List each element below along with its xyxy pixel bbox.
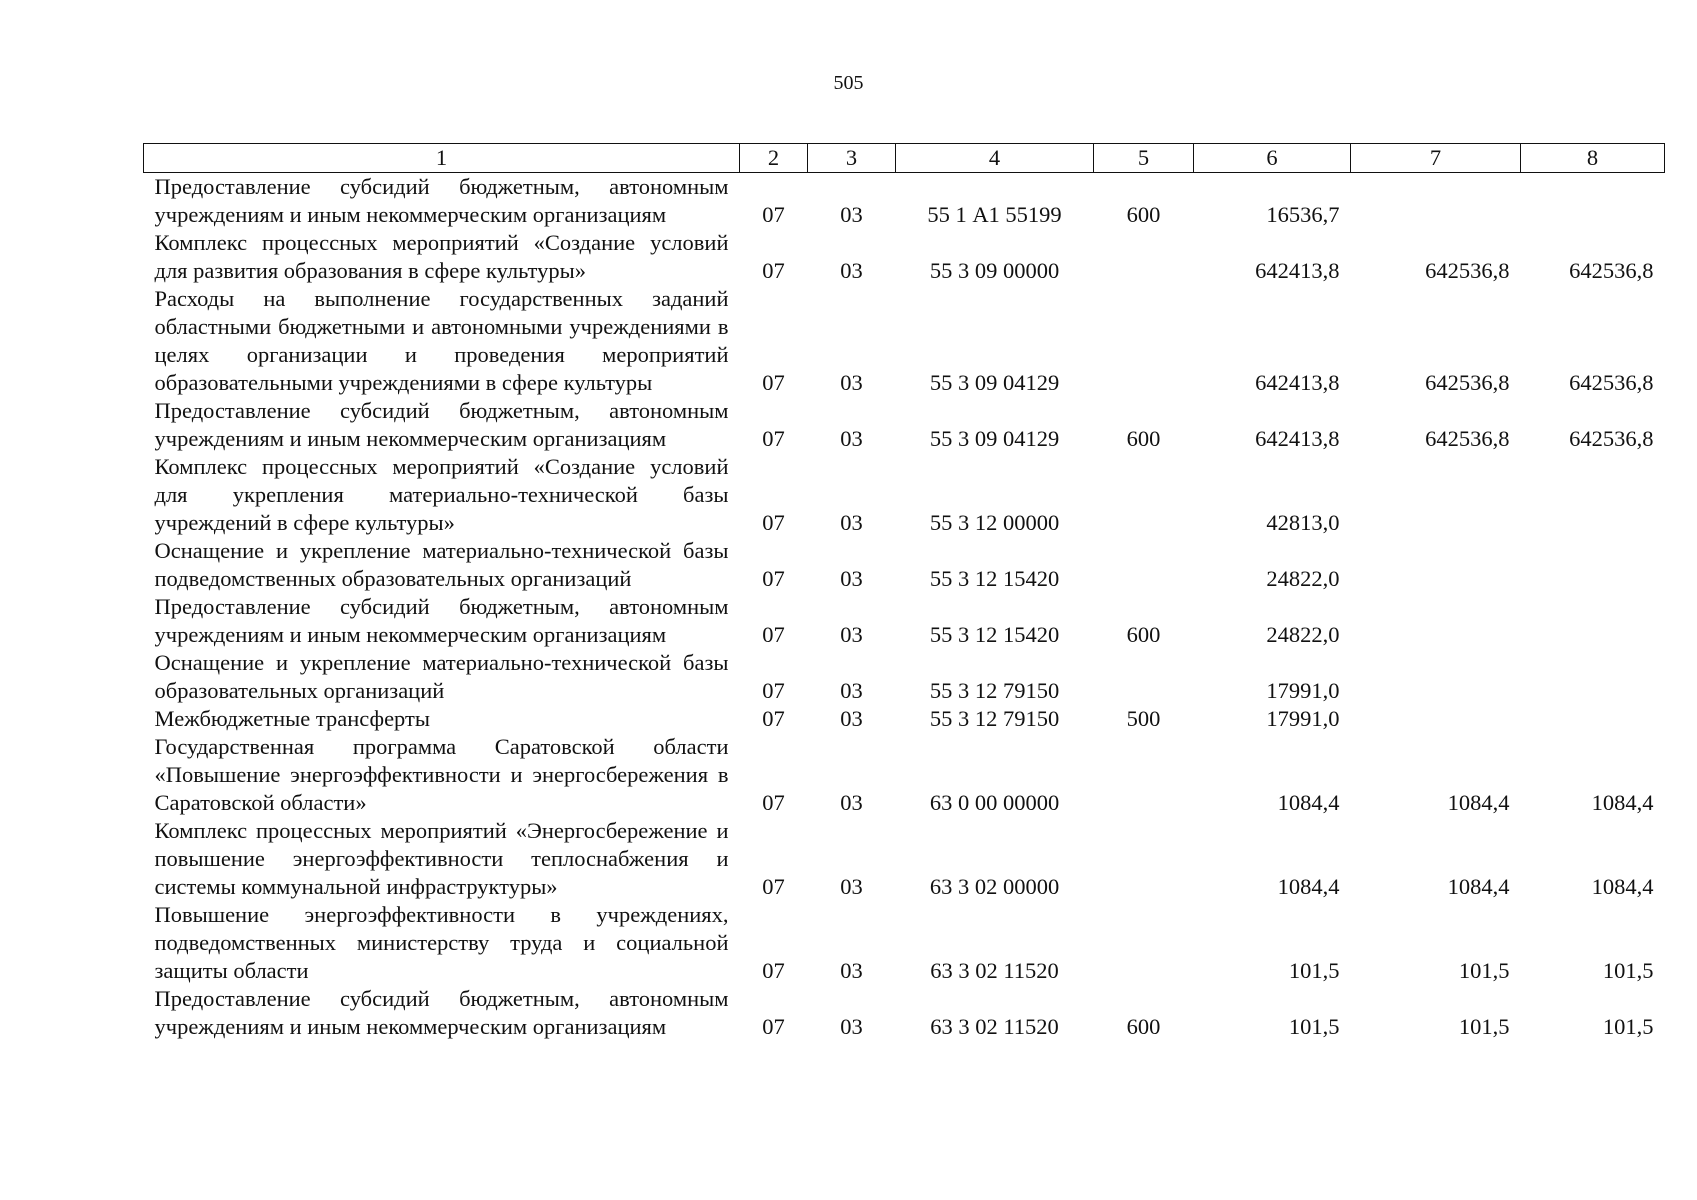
row-expense-type (1094, 453, 1194, 537)
row-expense-type (1094, 817, 1194, 901)
row-amount-8 (1521, 593, 1665, 649)
row-subsection: 03 (840, 622, 863, 647)
table-row (144, 705, 1665, 733)
row-amount-8 (1521, 173, 1665, 230)
row-section: 07 (762, 622, 785, 647)
table-row (144, 817, 1665, 901)
row-target-article: 63 3 02 00000 (929, 874, 1060, 899)
row-name: Межбюджетные трансферты (154, 706, 430, 731)
row-target-article: 55 3 12 00000 (929, 510, 1060, 535)
row-amount-7: 1084,4 (1447, 790, 1510, 815)
table-header-row (144, 144, 1665, 173)
row-expense-type: 600 (1126, 622, 1161, 647)
row-section: 07 (762, 202, 785, 227)
row-subsection: 03 (840, 1014, 863, 1039)
row-amount-6: 16536,7 (1266, 202, 1340, 227)
row-subsection: 03 (840, 790, 863, 815)
row-subsection: 03 (840, 958, 863, 983)
column-header-8: 8 (1521, 144, 1665, 173)
row-expense-type: 600 (1126, 202, 1161, 227)
row-amount-8: 1084,4 (1591, 874, 1654, 899)
row-section: 07 (762, 706, 785, 731)
row-target-article: 55 3 12 79150 (929, 706, 1060, 731)
row-amount-8: 642536,8 (1569, 426, 1654, 451)
row-name: Комплекс процессных мероприятий «Создание условий для укрепления материально-технической базы учреждений в сфере культуры» (154, 454, 729, 535)
row-name: Оснащение и укрепление материально-технической базы образовательных организаций (154, 650, 729, 703)
column-header-2: 2 (740, 144, 808, 173)
row-amount-7: 642536,8 (1425, 426, 1510, 451)
row-subsection: 03 (840, 874, 863, 899)
row-target-article: 63 0 00 00000 (929, 790, 1060, 815)
table-row (144, 901, 1665, 985)
table-row (144, 649, 1665, 705)
column-header-3: 3 (808, 144, 896, 173)
row-expense-type (1094, 229, 1194, 285)
row-section: 07 (762, 790, 785, 815)
row-amount-8 (1521, 453, 1665, 537)
row-section: 07 (762, 678, 785, 703)
row-amount-6: 101,5 (1288, 958, 1340, 983)
table-row (144, 985, 1665, 1041)
row-expense-type: 600 (1126, 1014, 1161, 1039)
table-row (144, 229, 1665, 285)
row-amount-8 (1521, 705, 1665, 733)
row-amount-6: 17991,0 (1266, 678, 1340, 703)
row-target-article: 55 3 09 00000 (929, 258, 1060, 283)
table-row (144, 173, 1665, 230)
row-amount-8: 642536,8 (1569, 258, 1654, 283)
row-name: Государственная программа Саратовской области «Повышение энергоэффективности и энергосбережения в Саратовской области» (154, 734, 729, 815)
row-amount-6: 42813,0 (1266, 510, 1340, 535)
row-name: Предоставление субсидий бюджетным, автономным учреждениям и иным некоммерческим организациям (154, 594, 729, 647)
table-row (144, 285, 1665, 397)
row-target-article: 55 3 12 79150 (929, 678, 1060, 703)
row-expense-type (1094, 733, 1194, 817)
row-name: Расходы на выполнение государственных заданий областными бюджетными и автономными учреждениями в целях организации и проведения мероприятий образовательными учреждениями в сфере культуры (154, 286, 729, 395)
column-header-5: 5 (1094, 144, 1194, 173)
column-header-6: 6 (1194, 144, 1351, 173)
row-target-article: 55 3 12 15420 (929, 566, 1060, 591)
budget-table (143, 143, 1665, 1041)
row-amount-6: 24822,0 (1266, 566, 1340, 591)
row-section: 07 (762, 1014, 785, 1039)
row-target-article: 55 3 09 04129 (929, 426, 1060, 451)
page-number: 505 (833, 72, 864, 94)
row-amount-7: 101,5 (1458, 1014, 1510, 1039)
row-subsection: 03 (840, 566, 863, 591)
column-header-4: 4 (896, 144, 1094, 173)
row-expense-type (1094, 537, 1194, 593)
column-header-1: 1 (144, 144, 740, 173)
row-subsection: 03 (840, 202, 863, 227)
row-subsection: 03 (840, 706, 863, 731)
table-row (144, 733, 1665, 817)
row-subsection: 03 (840, 678, 863, 703)
row-section: 07 (762, 566, 785, 591)
row-section: 07 (762, 958, 785, 983)
row-target-article: 55 3 09 04129 (929, 370, 1060, 395)
row-section: 07 (762, 510, 785, 535)
row-expense-type (1094, 649, 1194, 705)
table-row (144, 397, 1665, 453)
row-name: Предоставление субсидий бюджетным, автономным учреждениям и иным некоммерческим организациям (154, 174, 729, 227)
row-name: Комплекс процессных мероприятий «Энергосбережение и повышение энергоэффективности теплоснабжения и системы коммунальной инфраструктуры» (154, 818, 729, 899)
row-amount-6: 1084,4 (1277, 874, 1340, 899)
row-subsection: 03 (840, 510, 863, 535)
row-amount-6: 642413,8 (1255, 370, 1340, 395)
row-target-article: 63 3 02 11520 (930, 1014, 1059, 1039)
table-row (144, 537, 1665, 593)
row-target-article: 63 3 02 11520 (930, 958, 1059, 983)
row-subsection: 03 (840, 258, 863, 283)
row-subsection: 03 (840, 426, 863, 451)
row-expense-type (1094, 285, 1194, 397)
row-amount-8 (1521, 537, 1665, 593)
row-name: Повышение энергоэффективности в учреждениях, подведомственных министерству труда и социальной защиты области (154, 902, 729, 983)
row-section: 07 (762, 426, 785, 451)
row-section: 07 (762, 258, 785, 283)
row-amount-8: 101,5 (1602, 958, 1654, 983)
row-amount-7 (1351, 453, 1521, 537)
row-amount-6: 24822,0 (1266, 622, 1340, 647)
row-name: Предоставление субсидий бюджетным, автономным учреждениям и иным некоммерческим организациям (154, 986, 729, 1039)
row-amount-6: 1084,4 (1277, 790, 1340, 815)
row-amount-6: 17991,0 (1266, 706, 1340, 731)
row-amount-7 (1351, 649, 1521, 705)
row-amount-8: 101,5 (1602, 1014, 1654, 1039)
row-amount-7 (1351, 173, 1521, 230)
row-amount-7: 642536,8 (1425, 370, 1510, 395)
row-amount-7: 101,5 (1458, 958, 1510, 983)
row-amount-8 (1521, 649, 1665, 705)
row-amount-6: 642413,8 (1255, 426, 1340, 451)
row-target-article: 55 1 А1 55199 (927, 202, 1062, 227)
row-target-article: 55 3 12 15420 (929, 622, 1060, 647)
row-name: Оснащение и укрепление материально-технической базы подведомственных образовательных организаций (154, 538, 729, 591)
row-amount-8: 642536,8 (1569, 370, 1654, 395)
row-expense-type (1094, 901, 1194, 985)
row-subsection: 03 (840, 370, 863, 395)
row-amount-8: 1084,4 (1591, 790, 1654, 815)
row-amount-7 (1351, 705, 1521, 733)
row-amount-7 (1351, 593, 1521, 649)
row-amount-7: 642536,8 (1425, 258, 1510, 283)
table-row (144, 593, 1665, 649)
column-header-7: 7 (1351, 144, 1521, 173)
row-expense-type: 600 (1126, 426, 1161, 451)
row-section: 07 (762, 874, 785, 899)
row-expense-type: 500 (1126, 706, 1161, 731)
table-row (144, 453, 1665, 537)
row-section: 07 (762, 370, 785, 395)
row-name: Предоставление субсидий бюджетным, автономным учреждениям и иным некоммерческим организациям (154, 398, 729, 451)
row-amount-6: 642413,8 (1255, 258, 1340, 283)
row-amount-7: 1084,4 (1447, 874, 1510, 899)
row-name: Комплекс процессных мероприятий «Создание условий для развития образования в сфере культуры» (154, 230, 729, 283)
row-amount-7 (1351, 537, 1521, 593)
row-amount-6: 101,5 (1288, 1014, 1340, 1039)
